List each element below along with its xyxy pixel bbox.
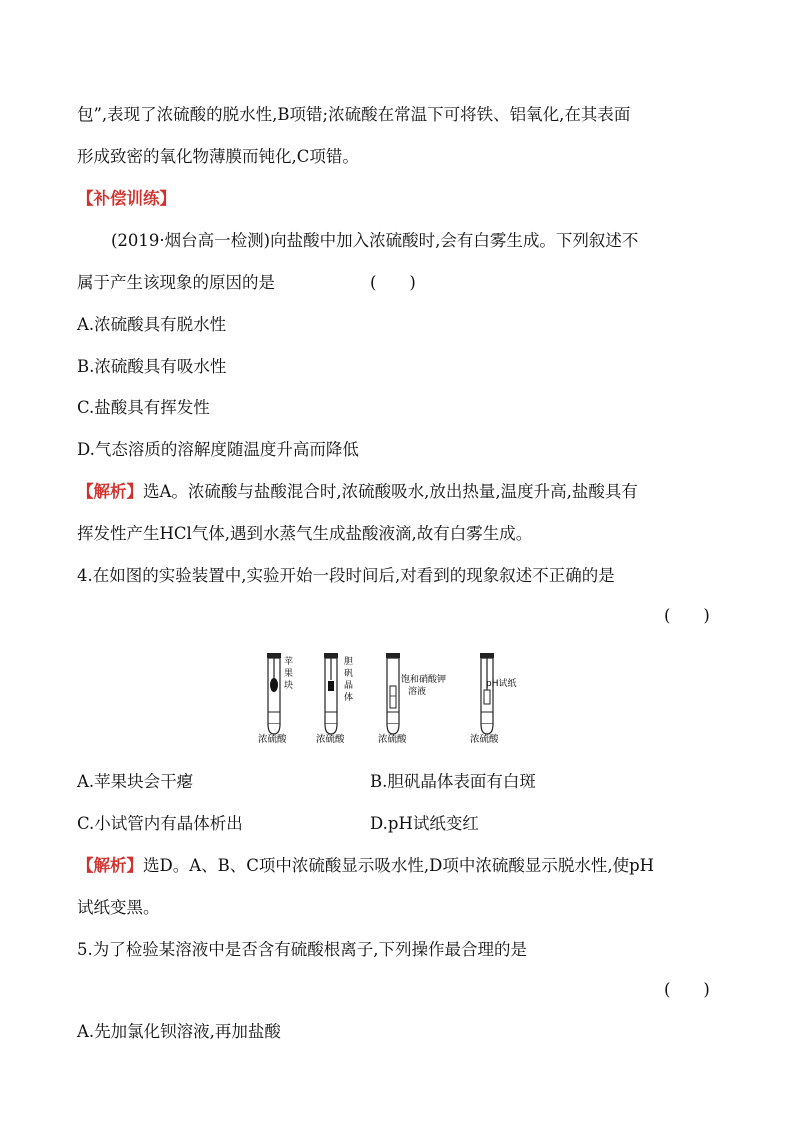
option-d: D.气态溶质的溶解度随温度升高而降低 bbox=[77, 440, 359, 459]
tube-bottom-label: 浓硫酸 bbox=[378, 734, 407, 745]
option-b: B.浓硫酸具有吸水性 bbox=[77, 357, 227, 376]
tube-label: 矾 bbox=[344, 669, 354, 679]
tube-bottom-label: 浓硫酸 bbox=[470, 734, 499, 745]
analysis-text: 挥发性产生HCl气体,遇到水蒸气生成盐酸液滴,故有白雾生成。 bbox=[77, 524, 533, 543]
answer-blank: ( ) bbox=[664, 980, 710, 999]
tube-bottom-label: 浓硫酸 bbox=[258, 734, 287, 745]
analysis-tag: 【解析】 bbox=[77, 482, 143, 501]
option-d: D.pH试纸变红 bbox=[370, 814, 479, 833]
analysis-text: 试纸变黑。 bbox=[77, 898, 160, 917]
answer-blank: ( ) bbox=[664, 606, 710, 625]
question-4-stem: 4.在如图的实验装置中,实验开始一段时间后,对看到的现象叙述不正确的是 bbox=[77, 566, 615, 585]
tube-label: 体 bbox=[344, 693, 354, 703]
tube-label: 苹 bbox=[284, 657, 294, 667]
option-c: C.小试管内有晶体析出 bbox=[77, 814, 243, 833]
answer-blank: ( ) bbox=[370, 273, 416, 292]
tube-ph-paper bbox=[470, 653, 516, 745]
tube-label: pH试纸 bbox=[486, 679, 517, 689]
option-b: B.胆矾晶体表面有白斑 bbox=[370, 772, 536, 791]
analysis-text: 选A。浓硫酸与盐酸混合时,浓硫酸吸水,放出热量,温度升高,盐酸具有 bbox=[143, 482, 638, 501]
option-c: C.盐酸具有挥发性 bbox=[77, 398, 210, 417]
tube-copper-sulfate bbox=[316, 653, 353, 745]
tube-label: 溶液 bbox=[408, 687, 427, 697]
test-tube-figure bbox=[258, 650, 528, 750]
analysis-text: 选D。A、B、C项中浓硫酸显示吸水性,D项中浓硫酸显示脱水性,使pH bbox=[143, 856, 655, 875]
tube-apple bbox=[258, 653, 293, 745]
question-stem: 属于产生该现象的原因的是 bbox=[77, 273, 275, 292]
body-text-line: 形成致密的氧化物薄膜而钝化,C项错。 bbox=[77, 147, 359, 166]
body-text-line: 包”,表现了浓硫酸的脱水性,B项错;浓硫酸在常温下可将铁、铝氧化,在其表面 bbox=[77, 105, 631, 124]
option-a: A.先加氯化钡溶液,再加盐酸 bbox=[77, 1022, 281, 1041]
supplement-heading: 【补偿训练】 bbox=[77, 189, 176, 208]
tube-label: 胆 bbox=[344, 657, 354, 667]
analysis-line bbox=[77, 855, 724, 877]
option-a: A.苹果块会干瘪 bbox=[77, 772, 194, 791]
tube-label: 饱和硝酸钾 bbox=[401, 675, 447, 685]
tube-potassium-nitrate bbox=[378, 653, 446, 745]
analysis-tag: 【解析】 bbox=[77, 856, 143, 875]
tube-bottom-label: 浓硫酸 bbox=[316, 734, 345, 745]
tube-label: 晶 bbox=[344, 681, 354, 691]
analysis-line bbox=[77, 481, 724, 503]
question-stem: (2019·烟台高一检测)向盐酸中加入浓硫酸时,会有白雾生成。下列叙述不 bbox=[111, 231, 639, 250]
question-5-stem: 5.为了检验某溶液中是否含有硫酸根离子,下列操作最合理的是 bbox=[77, 940, 527, 959]
option-a: A.浓硫酸具有脱水性 bbox=[77, 315, 227, 334]
tube-label: 块 bbox=[284, 681, 294, 691]
tube-label: 果 bbox=[284, 669, 294, 679]
